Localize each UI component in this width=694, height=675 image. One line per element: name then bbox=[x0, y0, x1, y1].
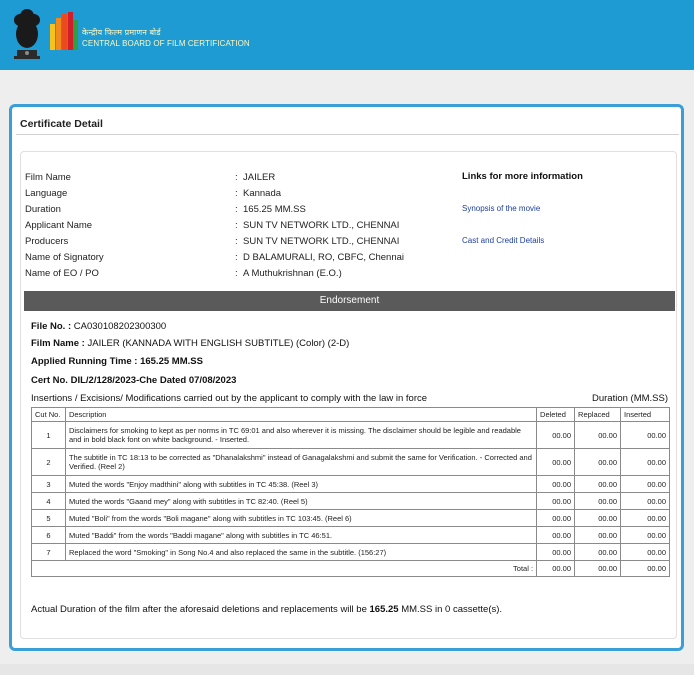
info-colon: : bbox=[235, 220, 238, 231]
top-banner bbox=[0, 0, 694, 70]
cut-deleted: 00.00 bbox=[537, 544, 575, 561]
info-colon: : bbox=[235, 204, 238, 215]
actual-duration-suffix: MM.SS in 0 cassette(s). bbox=[401, 604, 503, 615]
cuts-table bbox=[31, 407, 670, 577]
actual-duration bbox=[31, 604, 502, 615]
cut-inserted: 00.00 bbox=[621, 510, 670, 527]
page-footer-strip bbox=[0, 664, 694, 675]
cbfc-logo-icon bbox=[50, 10, 78, 54]
cert-label: Cert No. bbox=[31, 375, 68, 386]
cut-deleted: 00.00 bbox=[537, 493, 575, 510]
actual-duration-value: 165.25 bbox=[369, 604, 399, 615]
cut-deleted: 00.00 bbox=[537, 422, 575, 449]
info-label: Applicant Name bbox=[25, 220, 93, 231]
actual-duration-prefix: Actual Duration of the film after the aforesaid deletions and replacements will be bbox=[31, 604, 367, 615]
col-description: Description bbox=[65, 408, 536, 422]
cut-description: Muted the words "Gaand mey" along with subtitles in TC 82:40. (Reel 5) bbox=[65, 493, 536, 510]
info-value: JAILER bbox=[243, 172, 276, 183]
cut-inserted: 00.00 bbox=[621, 527, 670, 544]
col-deleted: Deleted bbox=[537, 408, 575, 422]
cut-replaced: 00.00 bbox=[575, 544, 621, 561]
cut-description: Muted the words "Enjoy madthini" along with subtitles in TC 45:38. (Reel 3) bbox=[65, 476, 536, 493]
info-label: Duration bbox=[25, 204, 61, 215]
info-value: SUN TV NETWORK LTD., CHENNAI bbox=[243, 220, 400, 231]
info-label: Name of Signatory bbox=[25, 252, 104, 263]
endorsement-header: Endorsement bbox=[24, 291, 675, 311]
info-colon: : bbox=[235, 236, 238, 247]
cut-deleted: 00.00 bbox=[537, 476, 575, 493]
cut-inserted: 00.00 bbox=[621, 449, 670, 476]
table-row bbox=[32, 510, 670, 527]
duration-unit-label: Duration (MM.SS) bbox=[591, 393, 668, 404]
cut-replaced: 00.00 bbox=[575, 527, 621, 544]
film-name-label: Film Name : bbox=[31, 338, 85, 349]
cut-inserted: 00.00 bbox=[621, 493, 670, 510]
total-row bbox=[32, 561, 670, 577]
cut-inserted: 00.00 bbox=[621, 476, 670, 493]
table-header-row bbox=[32, 408, 670, 422]
cast-credit-link[interactable]: Cast and Credit Details bbox=[462, 236, 545, 245]
cert-value: DIL/2/128/2023-Che Dated 07/08/2023 bbox=[70, 375, 237, 386]
cut-deleted: 00.00 bbox=[537, 449, 575, 476]
cut-deleted: 00.00 bbox=[537, 510, 575, 527]
cut-deleted: 00.00 bbox=[537, 527, 575, 544]
cut-number: 2 bbox=[32, 449, 66, 476]
table-row bbox=[32, 476, 670, 493]
cut-inserted: 00.00 bbox=[621, 422, 670, 449]
total-inserted: 00.00 bbox=[621, 561, 670, 577]
film-name-value: JAILER (KANNADA WITH ENGLISH SUBTITLE) (Color) (2-D) bbox=[87, 338, 350, 349]
cut-description: The subtitle in TC 18:13 to be corrected as "Dhanalakshmi" instead of Ganagalakshmi and submit the same for Verification. - Corrected and Verified. (Reel 2) bbox=[65, 449, 536, 476]
table-row bbox=[32, 493, 670, 510]
info-label: Film Name bbox=[25, 172, 71, 183]
cut-number: 4 bbox=[32, 493, 66, 510]
cut-number: 1 bbox=[32, 422, 66, 449]
info-colon: : bbox=[235, 188, 238, 199]
certificate-panel bbox=[9, 104, 684, 651]
applied-label: Applied Running Time : bbox=[31, 356, 138, 367]
certificate-body bbox=[20, 151, 677, 639]
info-value: SUN TV NETWORK LTD., CHENNAI bbox=[243, 236, 400, 247]
table-row bbox=[32, 422, 670, 449]
cut-description: Disclaimers for smoking to kept as per norms in TC 69:01 and also wherever it is missing. The disclaimer should be legible and readable and in bold black font on white background. - Inserted. bbox=[65, 422, 536, 449]
info-value: A Muthukrishnan (E.O.) bbox=[243, 268, 342, 279]
cut-number: 6 bbox=[32, 527, 66, 544]
cut-replaced: 00.00 bbox=[575, 422, 621, 449]
info-label: Producers bbox=[25, 236, 69, 247]
table-row bbox=[32, 449, 670, 476]
cut-replaced: 00.00 bbox=[575, 510, 621, 527]
col-replaced: Replaced bbox=[575, 408, 621, 422]
endorsed-film-name bbox=[31, 338, 349, 349]
cut-inserted: 00.00 bbox=[621, 544, 670, 561]
title-divider bbox=[16, 134, 679, 135]
page-title: Certificate Detail bbox=[20, 118, 103, 130]
synopsis-link[interactable]: Synopsis of the movie bbox=[462, 204, 541, 213]
file-no-label: File No. : bbox=[31, 321, 72, 332]
applied-running-time bbox=[31, 356, 203, 367]
col-inserted: Inserted bbox=[621, 408, 670, 422]
org-name-hindi: केन्द्रीय फिल्म प्रमाणन बोर्ड bbox=[82, 28, 161, 37]
total-label: Total : bbox=[32, 561, 537, 577]
file-no-value: CA030108202300300 bbox=[73, 321, 167, 332]
cut-replaced: 00.00 bbox=[575, 449, 621, 476]
total-deleted: 00.00 bbox=[537, 561, 575, 577]
cut-description: Muted "Boli" from the words "Boli magane" along with subtitles in TC 103:45. (Reel 6) bbox=[65, 510, 536, 527]
cut-description: Muted "Baddi" from the words "Baddi magane" along with subtitles in TC 46:51. bbox=[65, 527, 536, 544]
info-label: Language bbox=[25, 188, 68, 199]
table-row bbox=[32, 527, 670, 544]
info-colon: : bbox=[235, 268, 238, 279]
cut-replaced: 00.00 bbox=[575, 493, 621, 510]
total-replaced: 00.00 bbox=[575, 561, 621, 577]
info-value: D BALAMURALI, RO, CBFC, Chennai bbox=[243, 252, 405, 263]
info-label: Name of EO / PO bbox=[25, 268, 99, 279]
applied-value: 165.25 MM.SS bbox=[140, 356, 203, 367]
file-number bbox=[31, 321, 166, 332]
cut-replaced: 00.00 bbox=[575, 476, 621, 493]
cut-number: 5 bbox=[32, 510, 66, 527]
cut-number: 7 bbox=[32, 544, 66, 561]
info-colon: : bbox=[235, 252, 238, 263]
info-value: 165.25 MM.SS bbox=[243, 204, 306, 215]
table-row bbox=[32, 544, 670, 561]
insertions-title: Insertions / Excisions/ Modifications carried out by the applicant to comply with the law in force bbox=[31, 393, 428, 404]
certificate-number bbox=[31, 375, 236, 386]
col-cut-no: Cut No. bbox=[32, 408, 66, 422]
national-emblem-icon bbox=[8, 4, 46, 62]
org-name-english: CENTRAL BOARD OF FILM CERTIFICATION bbox=[82, 39, 250, 48]
info-value: Kannada bbox=[243, 188, 282, 199]
cut-description: Replaced the word "Smoking" in Song No.4 and also replaced the same in the subtitle. (156:27) bbox=[65, 544, 536, 561]
links-heading: Links for more information bbox=[462, 171, 583, 182]
info-colon: : bbox=[235, 172, 238, 183]
cut-number: 3 bbox=[32, 476, 66, 493]
